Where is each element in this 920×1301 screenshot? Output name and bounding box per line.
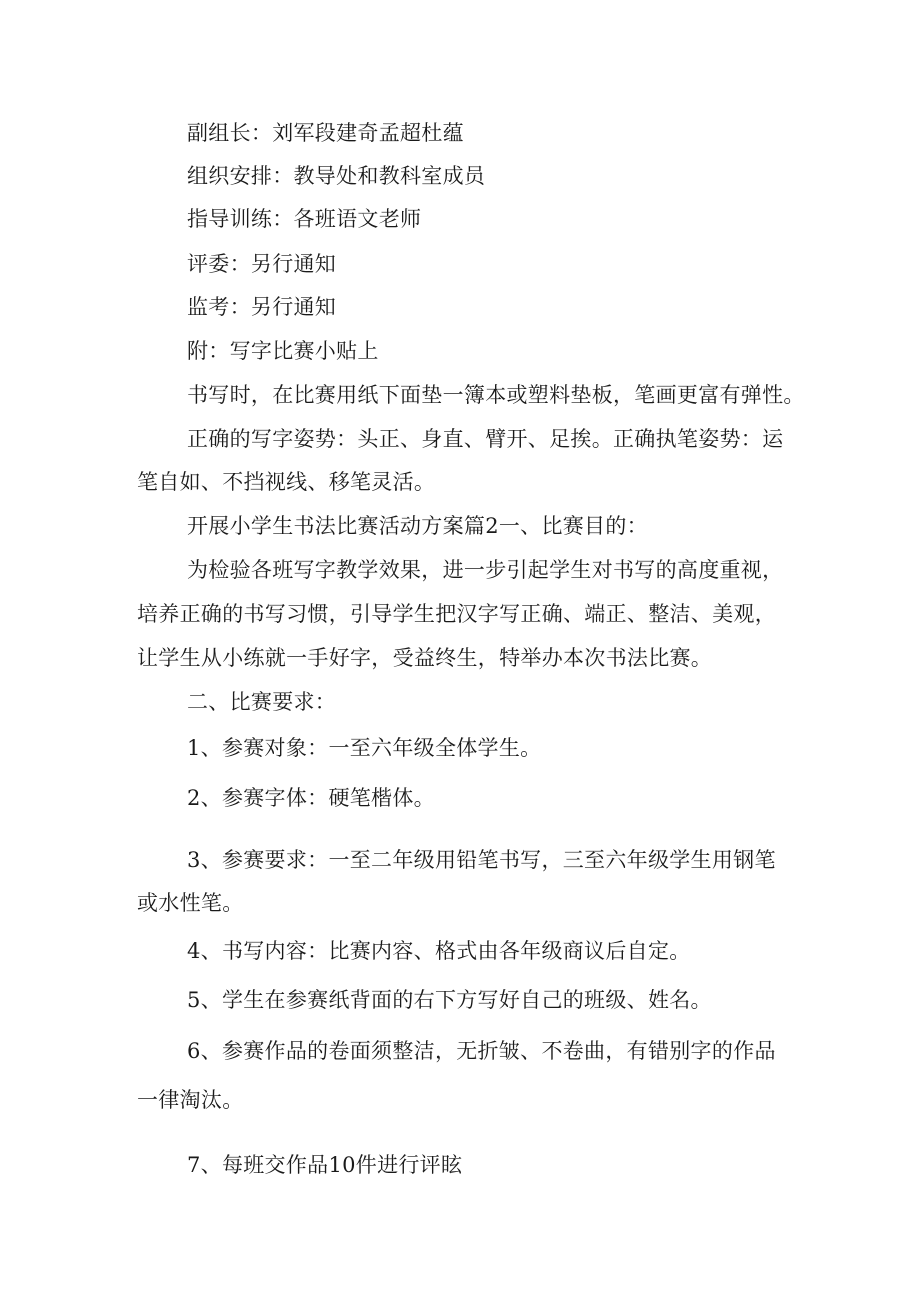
text-line: 组织安排：教导处和教科室成员 bbox=[187, 164, 486, 188]
text-line: 5、学生在参赛纸背面的右下方写好自己的班级、姓名。 bbox=[187, 988, 712, 1012]
text-line: 二、比赛要求： bbox=[187, 690, 337, 714]
text-line: 书写时，在比赛用纸下面垫一簿本或塑料垫板，笔画更富有弹性。 bbox=[187, 383, 805, 407]
text-line: 正确的写字姿势：头正、身直、臂开、足挨。正确执笔姿势：运 bbox=[187, 427, 784, 451]
text-line: 为检验各班写字教学效果，进一步引起学生对书写的高度重视， bbox=[187, 558, 784, 582]
text-line: 笔自如、不挡视线、移笔灵活。 bbox=[137, 470, 436, 494]
text-line: 3、参赛要求：一至二年级用铅笔书写，三至六年级学生用钢笔 bbox=[187, 848, 776, 872]
text-line: 或水性笔。 bbox=[137, 891, 244, 915]
text-line: 开展小学生书法比赛活动方案篇2一、比赛目的： bbox=[187, 514, 648, 538]
text-line: 1、参赛对象：一至六年级全体学生。 bbox=[187, 736, 542, 760]
text-line: 让学生从小练就一手好字，受益终生，特举办本次书法比赛。 bbox=[137, 646, 713, 670]
text-line: 培养正确的书写习惯，引导学生把汉字写正确、端正、整洁、美观， bbox=[137, 602, 776, 626]
text-line: 指导训练：各班语文老师 bbox=[187, 207, 422, 231]
text-line: 4、书写内容：比赛内容、格式由各年级商议后自定。 bbox=[187, 939, 691, 963]
text-line: 附：写字比赛小贴上 bbox=[187, 339, 379, 363]
text-line: 一律淘汰。 bbox=[137, 1088, 244, 1112]
text-line: 副组长：刘军段建奇孟超杜蕴 bbox=[187, 121, 464, 145]
text-line: 6、参赛作品的卷面须整洁，无折皱、不卷曲，有错别字的作品 bbox=[187, 1039, 776, 1063]
text-line: 监考：另行通知 bbox=[187, 295, 337, 319]
text-line: 7、每班交作品10件进行评眩 bbox=[187, 1153, 463, 1177]
text-line: 评委：另行通知 bbox=[187, 252, 337, 276]
text-line: 2、参赛字体：硬笔楷体。 bbox=[187, 786, 435, 810]
